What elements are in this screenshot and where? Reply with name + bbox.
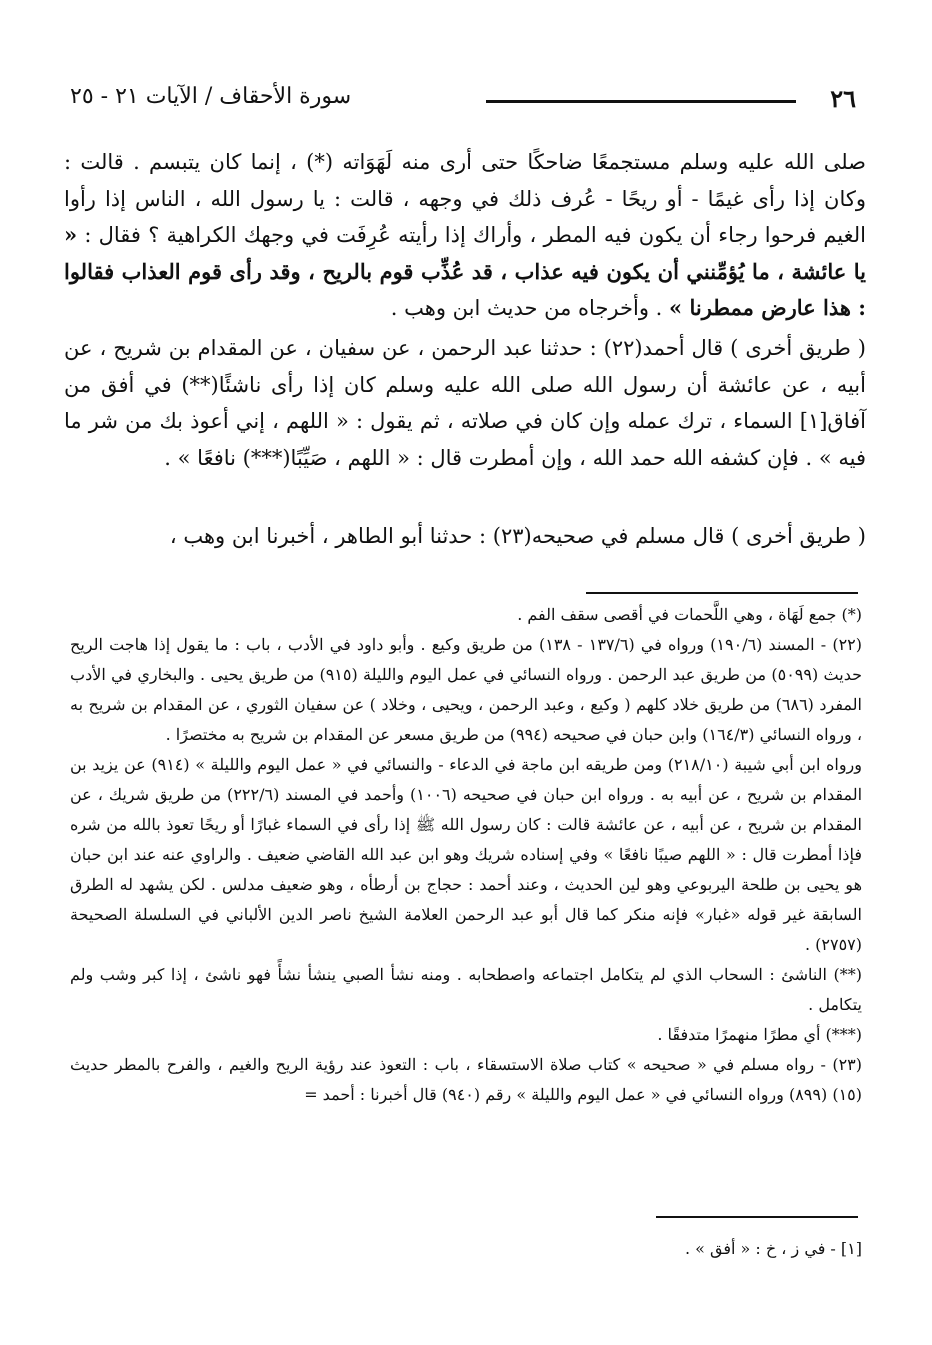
surah-title: سورة الأحقاف / الآيات ٢١ - ٢٥ [70, 84, 352, 109]
paragraph-2: ( طريق أخرى ) قال أحمد(٢٢) : حدثنا عبد الرحمن ، عن سفيان ، عن المقدام بن شريح ، عن أبيه ، عن عائشة أن رسول الله صلى الله عليه وسلم كان إذا رأى ناشئًا(**) في أفق من آفاق[١] السماء ، ترك عمله وإن كان في صلاته ، ثم يقول : « اللهم ، إني أعوذ بك من شر ما فيه » . فإن كشفه الله حمد الله ، وإن أمطرت قال : « اللهم ، صَيِّبًا(***) نافعًا » . [64, 336, 866, 470]
page-number: ٢٦ [830, 84, 856, 113]
paragraph-3: ( طريق أخرى ) قال مسلم في صحيحه(٢٣) : حدثنا أبو الطاهر ، أخبرنا ابن وهب ، [169, 524, 866, 548]
editor-note: [١] - في ز ، خ : « أفق » . [684, 1239, 862, 1258]
paragraph-1 [64, 144, 866, 327]
footnote-22: (٢٢) - المسند (١٩٠/٦) ورواه في (١٣٧/٦ - ١٣٨) من طريق وكيع . وأبو داود في الأدب ، باب : ما يقول إذا هاجت الريح حديث (٥٠٩٩) من طريق عبد الرحمن . ورواه النسائي في عمل اليوم والليلة (٩١٥) من طريق يحيى . والبخاري في الأدب المفرد (٦٨٦) من طريق خلاد كلهم ( وكيع ، وعبد الرحمن ، ويحيى ، وخلاد ) عن سفيان الثوري ، عن المقدام بن شريح به ، ورواه النسائي (١٦٤/٣) وابن حبان في صحيحه (٩٩٤) من طريق مسعر عن المقدام بن شريح به مختصرًا . [70, 635, 863, 744]
paragraph-1-tail: . وأخرجاه من حديث ابن وهب . [390, 296, 663, 320]
footnote-triple-star: (***) أي مطرًا منهمرًا متدفقًا . [657, 1025, 862, 1044]
paragraph-1-text: صلى الله عليه وسلم مستجمعًا ضاحكًا حتى أرى منه لَهَوَاته (*) ، إنما كان يتبسم . قالت : وكان إذا رأى غيمًا - أو ريحًا - عُرف ذلك في وجهه ، قالت : يا رسول الله ، الناس إذا رأوا الغيم فرحوا رجاء أن يكون فيه المطر ، وأراك إذا رأيته عُرِفَت في وجهك الكراهية ؟ فقال : [64, 150, 866, 247]
footnote-22-cont: ورواه ابن أبي شيبة (٢١٨/١٠) ومن طريقه ابن ماجة في الدعاء - والنسائي في « عمل اليوم والليلة » (٩١٤) عن يزيد بن المقدام بن شريح ، عن أبيه به . ورواه ابن حبان في صحيحه (١٠٠٦) وأحمد في المسند (٢٢٢/٦) من طريق شريك ، عن المقدام بن شريح ، عن أبيه ، عن عائشة قالت : كان رسول الله ﷺ إذا رأى في السماء غبارًا أو ريحًا تعوذ بالله من شره فإذا أمطرت قال : « اللهم صيبًا نافعًا » وفي إسناده شريك وهو ابن عبد الله القاضي ضعيف . والراوي عنه عند ابن حبان هو يحيى بن طلحة اليربوعي وهو لين الحديث ، وعند أحمد : حجاج بن أرطأه ، وهو ضعيف مدلس . لكن يشهد له الطرق السابقة غير قوله «غبار» فإنه منكر كما قال أبو عبد الرحمن العلامة الشيخ ناصر الدين الألباني في السلسلة الصحيحة (٢٧٥٧) . [70, 755, 863, 954]
footnote-star: (*) جمع لَهَاة ، وهي اللَّحمات في أقصى سقف الفم . [517, 605, 862, 624]
page-header [70, 84, 856, 120]
editor-note-divider [656, 1216, 858, 1218]
footnote-23: (٢٣) - رواه مسلم في « صحيحه » كتاب صلاة الاستسقاء ، باب : التعوذ عند رؤية الريح والغيم ، والفرح بالمطر حديث (١٥) (٨٩٩) ورواه النسائي في « عمل اليوم والليلة » رقم (٩٤٠) قال أخبرنا : أحمد = [70, 1055, 862, 1104]
footnotes [70, 600, 862, 1110]
header-rule [486, 100, 796, 103]
footnote-double-star: (**) الناشئ : السحاب الذي لم يتكامل اجتماعه واصطحابه . ومنه نشأ الصبي ينشأ نشأً فهو ناشئ ، إذا كبر وشب ولم يتكامل . [70, 965, 862, 1014]
footnote-divider [586, 592, 858, 594]
hadith-quote: « يا عائشة ، ما يُؤمِّنني أن يكون فيه عذاب ، قد عُذِّب قوم بالريح ، وقد رأى قوم العذاب فقالوا : هذا عارض ممطرنا » [64, 222, 866, 320]
